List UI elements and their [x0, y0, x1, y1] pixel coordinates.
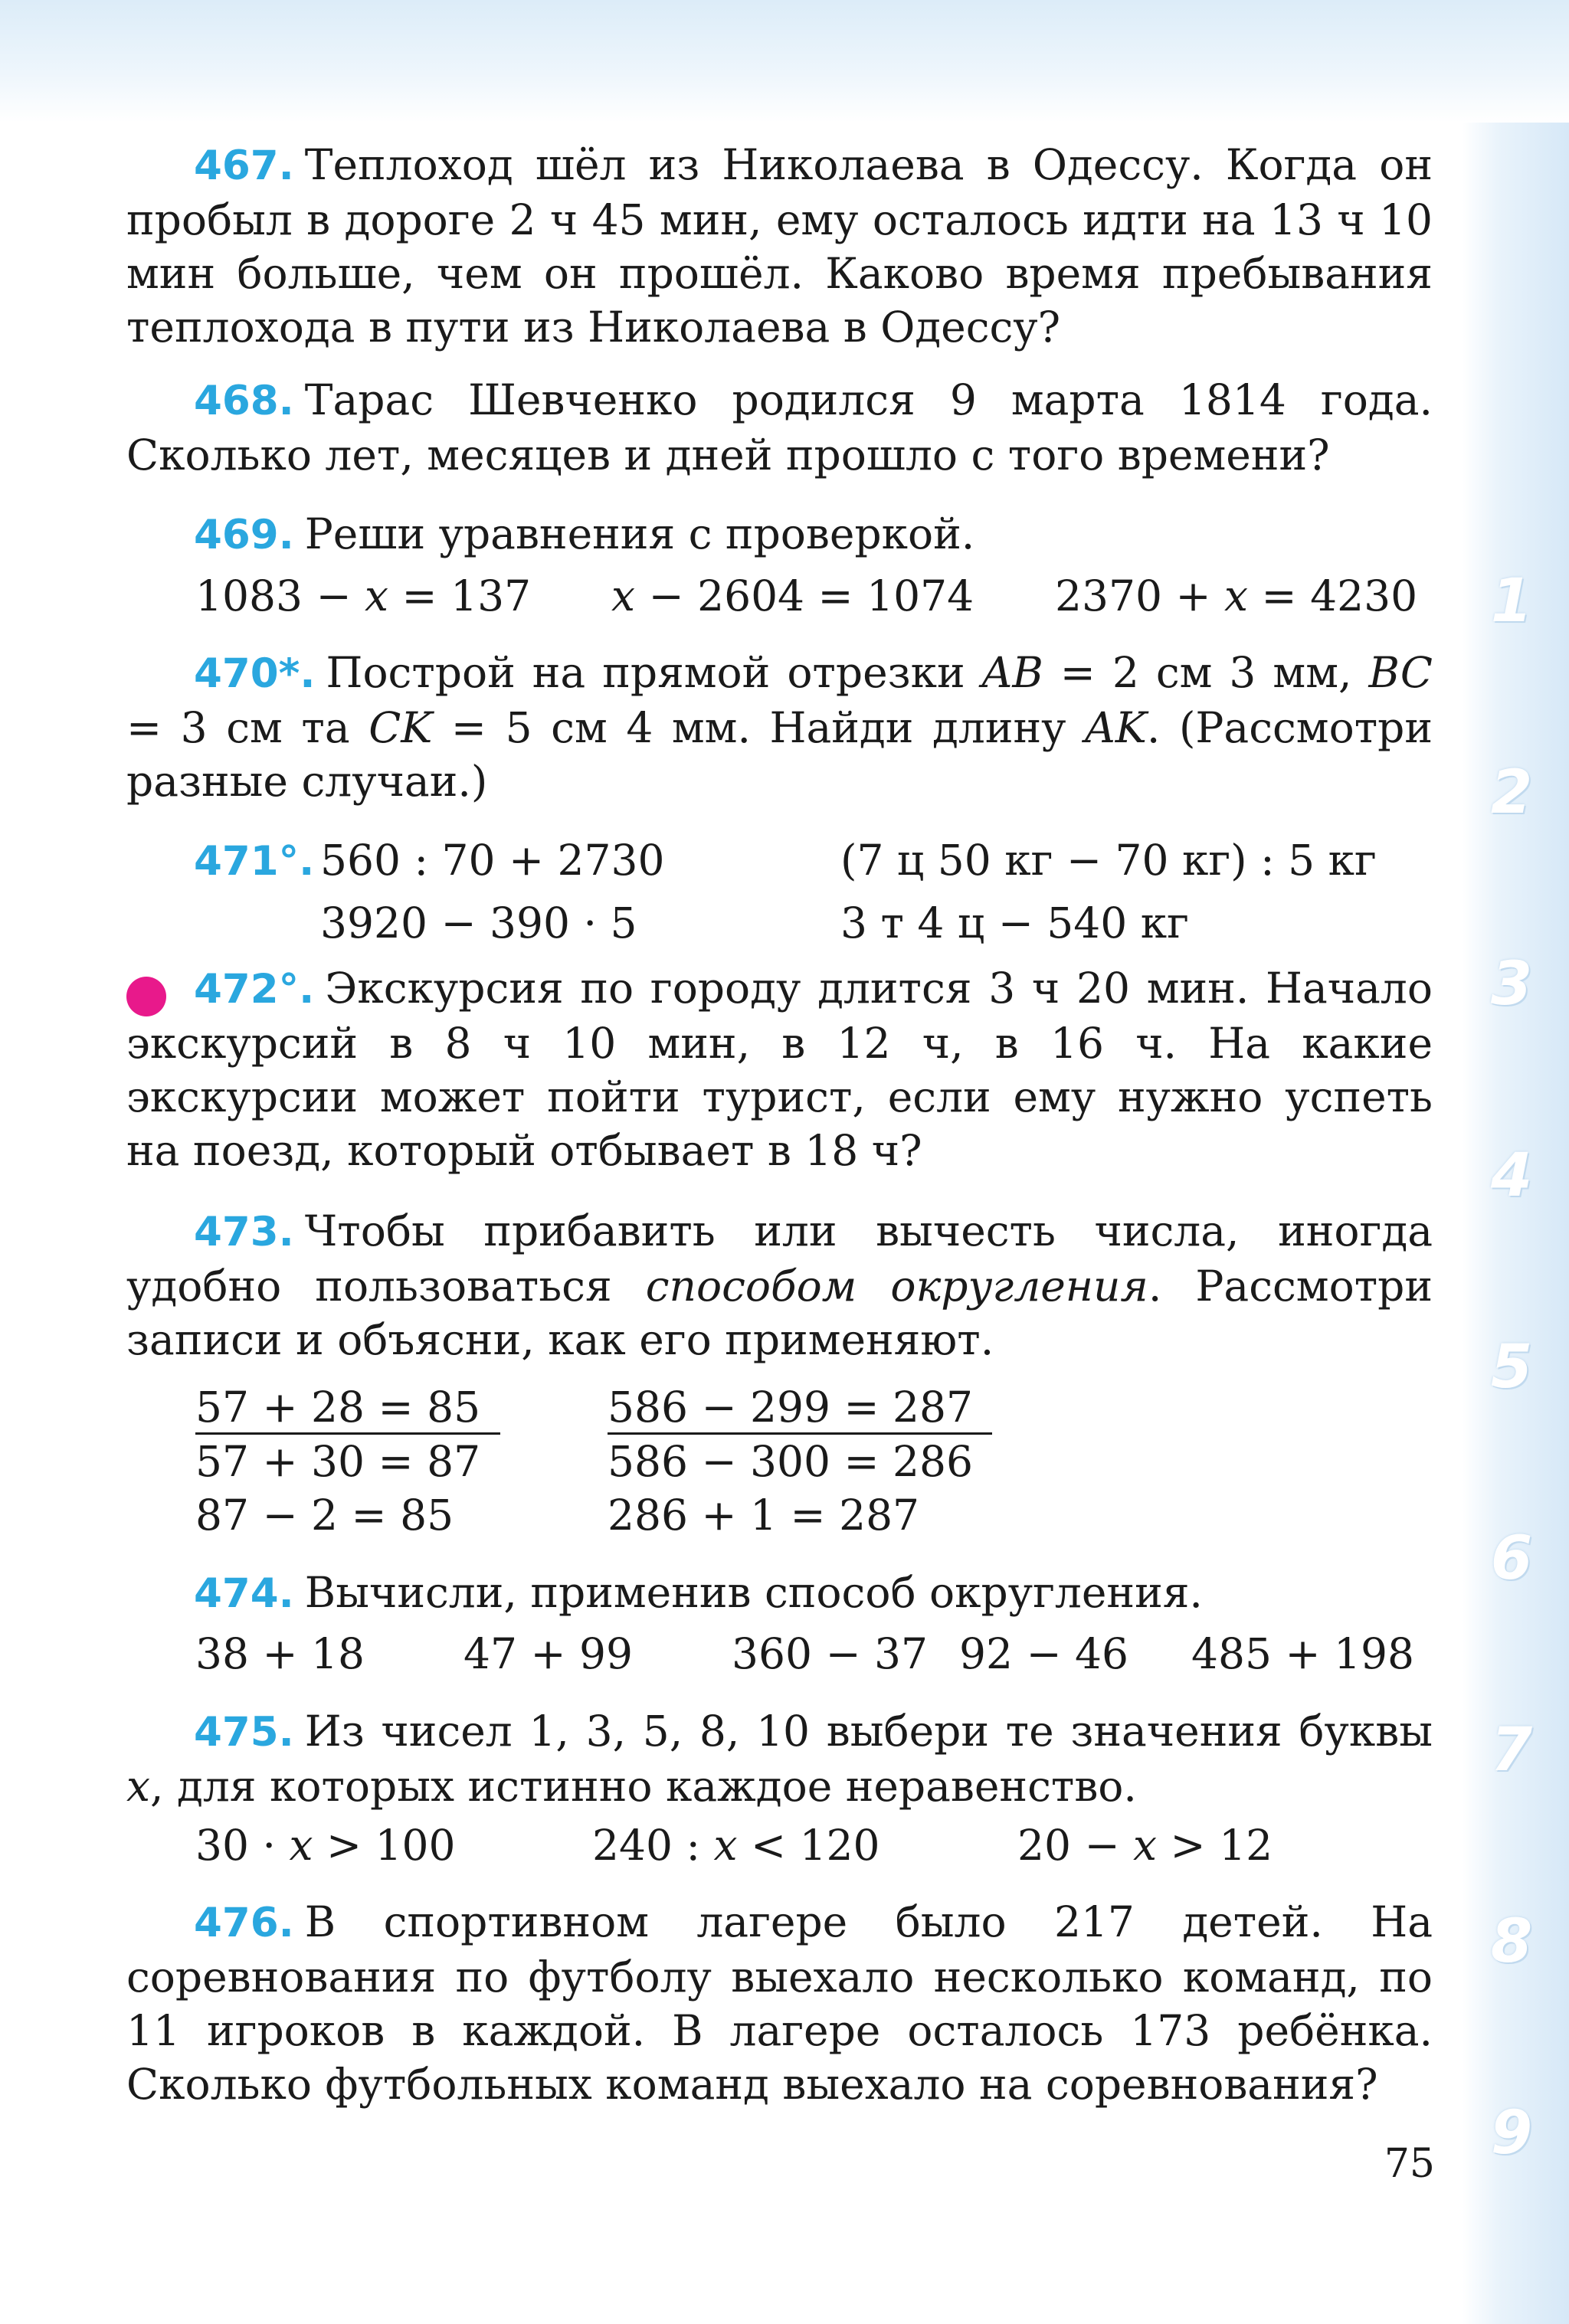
- chapter-tab-5: 5: [1490, 1333, 1533, 1402]
- task-number: 472°.: [194, 966, 315, 1013]
- chapter-tab-2: 2: [1490, 758, 1533, 827]
- chapter-tab-3: 3: [1490, 950, 1533, 1019]
- variable-x: x: [611, 571, 636, 620]
- rounding-line-b2: 586 − 300 = 286: [608, 1437, 974, 1486]
- task-475: 475. Из чисел 1, 3, 5, 8, 10 выбери те значения буквы x, для которых истинно каждое неравенство.: [126, 1707, 1433, 1811]
- chapter-tab-1: 1: [1490, 567, 1533, 636]
- task-471-number: 471°.: [194, 838, 315, 885]
- inequality-1: 30 · x > 100: [195, 1821, 456, 1870]
- task-number: 474.: [194, 1570, 294, 1617]
- chapter-tab-8: 8: [1490, 1907, 1533, 1976]
- chapter-tab-4: 4: [1490, 1141, 1533, 1210]
- variable-x: x: [365, 571, 389, 620]
- task-text: Вычисли, применив способ округления.: [304, 1568, 1203, 1617]
- chapter-tab-7: 7: [1490, 1716, 1533, 1785]
- task-number: 469.: [194, 512, 294, 558]
- rounding-line-a2: 57 + 30 = 87: [195, 1437, 481, 1486]
- expression-3: 3920 − 390 · 5: [320, 899, 637, 948]
- task-474: [126, 1566, 1433, 1621]
- top-decor-band: [0, 0, 1569, 123]
- task-number: 476.: [194, 1900, 294, 1946]
- rounding-line-b3: 286 + 1 = 287: [608, 1491, 920, 1540]
- task-470: 470*. Построй на прямой отрезки AB = 2 см 3 мм, BC = 3 см та CK = 5 см 4 мм. Найди длину AK. (Рассмотри разные случаи.): [126, 648, 1433, 806]
- expression-2: (7 ц 50 кг − 70 кг) : 5 кг: [840, 836, 1377, 885]
- task-text: Экскурсия по городу длится 3 ч 20 мин. Начало экскурсий в 8 ч 10 мин, в 12 ч, в 16 ч. На какие экскурсии может пойти турист, если ему нужно успеть на поезд, который отбывает в 18 ч?: [126, 964, 1433, 1175]
- task-number: 473.: [194, 1209, 294, 1255]
- task-text: В спортивном лагере было 217 детей. На соревнования по футболу выехало несколько команд, по 11 игроков в каждой. В лагере осталось 173 ребёнка. Сколько футбольных команд выехало на соревнования?: [126, 1897, 1433, 2109]
- sum-4: 92 − 46: [959, 1629, 1129, 1678]
- task-number: 475.: [194, 1709, 294, 1756]
- italic-term: способом округления: [645, 1262, 1148, 1311]
- page-number: 75: [1384, 2141, 1435, 2187]
- sum-5: 485 + 198: [1191, 1629, 1415, 1678]
- inequality-2: 240 : x < 120: [592, 1821, 880, 1870]
- task-467: [126, 138, 1433, 354]
- expression-1: 560 : 70 + 2730: [320, 836, 665, 885]
- sum-1: 38 + 18: [195, 1629, 365, 1678]
- task-number: 467.: [194, 142, 294, 189]
- equation-3: 2370 + x = 4230: [1055, 571, 1418, 620]
- task-473: 473. Чтобы прибавить или вычесть числа, иногда удобно пользоваться способом округления. Рассмотри записи и объясни, как его применяют.: [126, 1206, 1433, 1364]
- task-472: [126, 961, 1433, 1177]
- task-476: [126, 1895, 1433, 2111]
- task-number: 468.: [194, 378, 294, 424]
- rounding-line-b1: 586 − 299 = 287: [608, 1383, 974, 1432]
- task-469: [126, 507, 1433, 562]
- variable-x: x: [1224, 571, 1249, 620]
- rounding-line-a1: 57 + 28 = 85: [195, 1383, 481, 1432]
- variable-x: x: [126, 1762, 151, 1811]
- chapter-tab-strip: [1462, 123, 1569, 2324]
- task-text: Теплоход шёл из Николаева в Одессу. Когда он пробыл в дороге 2 ч 45 мин, ему осталось идти на 13 ч 10 мин больше, чем он прошёл. Каково время пребывания теплохода в пути из Николаева в Одессу?: [126, 140, 1433, 352]
- chapter-tab-6: 6: [1490, 1524, 1533, 1593]
- task-468: [126, 373, 1433, 482]
- task-number: 470*.: [194, 650, 316, 697]
- equation-2: x − 2604 = 1074: [611, 571, 974, 620]
- sum-2: 47 + 99: [463, 1629, 634, 1678]
- task-text: Реши уравнения с проверкой.: [304, 509, 975, 558]
- task-text: Тарас Шевченко родился 9 марта 1814 года. Сколько лет, месяцев и дней прошло с того времени?: [126, 375, 1433, 480]
- sum-3: 360 − 37: [732, 1629, 929, 1678]
- inequality-3: 20 − x > 12: [1017, 1821, 1273, 1870]
- expression-4: 3 т 4 ц − 540 кг: [840, 899, 1189, 948]
- rounding-line-a3: 87 − 2 = 85: [195, 1491, 454, 1540]
- chapter-tab-9: 9: [1490, 2099, 1533, 2168]
- equation-1: 1083 − x = 137: [195, 571, 532, 620]
